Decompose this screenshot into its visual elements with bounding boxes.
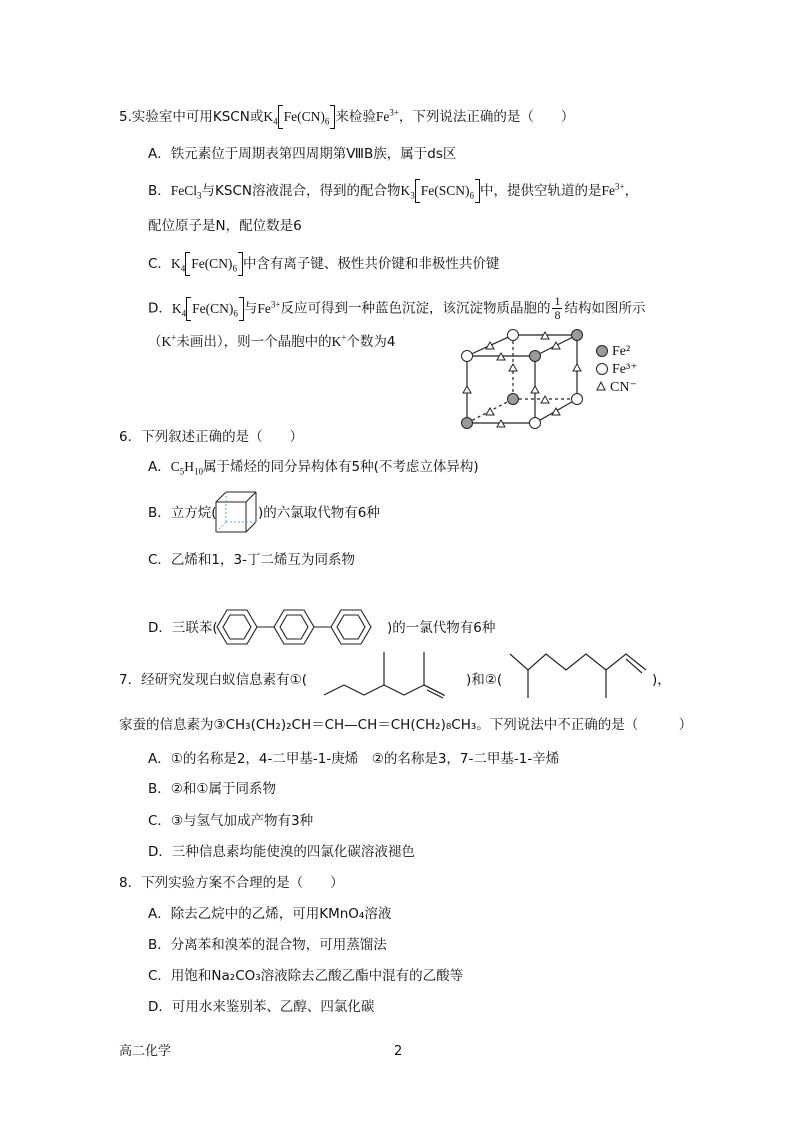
- q7-option-c: C．③与氢气加成产物有3种: [148, 813, 314, 829]
- q7-option-d: D．三种信息素均能使溴的四氯化碳溶液褪色: [148, 844, 415, 860]
- q6-option-b-suffix: )的六氯取代物有6种: [258, 505, 380, 521]
- q8-option-c: C．用饱和Na₂CO₃溶液除去乙酸乙酯中混有的乙酸等: [148, 968, 464, 984]
- white-circle-icon: [596, 363, 608, 375]
- q5-option-a: A．铁元素位于周期表第四周期第ⅧB族，属于ds区: [148, 146, 457, 162]
- q6-stem: 6．下列叙述正确的是（ ）: [119, 429, 304, 445]
- footer-subject: 高二化学: [119, 1044, 172, 1059]
- q6-option-d-suffix: )的一氯代物有6种: [387, 620, 496, 636]
- q7-option-b: B．②和①属于同系物: [148, 781, 276, 797]
- pheromone-2-structure: [508, 652, 648, 702]
- crystal-legend: [596, 342, 638, 396]
- q6-option-b-prefix: B．立方烷(: [148, 505, 217, 521]
- q5-option-b: B．FeCl$_3$与KSCN溶液混合，得到的配合物$K_3$ $Fe(SCN)_6$ 中，提供空轨道的是$Fe^{3+}$，: [148, 181, 639, 201]
- pheromone-1-structure: [322, 650, 462, 710]
- legend-fe3: Fe³⁺: [596, 360, 638, 378]
- fraction: $\frac{1}{8}$: [554, 294, 561, 322]
- q7-stem-line2: 家蚕的信息素为③CH₃(CH₂)₂CH＝CH—CH＝CH(CH₂)₈CH₃。下列说法中不正确的是（ ）: [119, 717, 693, 733]
- q8-option-d: D．可用水来鉴别苯、乙醇、四氯化碳: [148, 999, 375, 1015]
- legend-fe2: Fe²: [596, 342, 638, 360]
- q5-option-d: D．$K_4$ $Fe(CN)_6$ 与$Fe^{3+}$反应可得到一种蓝色沉淀，该沉淀物质晶胞的 $\frac{1}{8}$ 结构如图所示: [148, 294, 646, 322]
- q5-option-d-line2: （K+未画出），则一个晶胞中的K+个数为4: [148, 332, 396, 350]
- triangle-icon: [596, 378, 606, 396]
- footer-page-number: 2: [394, 1044, 403, 1059]
- q5-stem: 5.实验室中可用KSCN或$K_4$ $Fe(CN)_6$ 来检验$Fe^{3+}$，下列说法正确的是（ ）: [119, 107, 575, 127]
- q7-stem-end: )，: [652, 672, 671, 688]
- q7-stem-prefix: 7．经研究发现白蚁信息素有①(: [119, 672, 307, 688]
- q8-stem: 8．下列实验方案不合理的是（ ）: [119, 875, 344, 891]
- q7-option-a: A．①的名称是2，4-二甲基-1-庚烯 ②的名称是3，7-二甲基-1-辛烯: [148, 751, 560, 767]
- terphenyl-structure: [213, 606, 383, 648]
- bracket: $Fe(CN)_6$: [185, 255, 243, 273]
- bracket: $Fe(CN)_6$: [278, 108, 336, 126]
- q6-option-d-prefix: D．三联苯(: [148, 620, 218, 636]
- q5-option-c: C．$K_4$ $Fe(CN)_6$ 中含有离子键、极性共价键和非极性共价键: [148, 256, 500, 274]
- crystal-cell-figure: [465, 333, 595, 423]
- bracket: $Fe(SCN)_6$: [415, 182, 480, 200]
- cubane-structure: [214, 490, 258, 534]
- legend-cn: CN⁻: [596, 378, 638, 396]
- q8-option-b: B．分离苯和溴苯的混合物，可用蒸馏法: [148, 937, 387, 953]
- q5-option-b-line2: 配位原子是N，配位数是6: [148, 218, 302, 234]
- bracket: $Fe(CN)_6$: [186, 300, 244, 318]
- q8-option-a: A．除去乙烷中的乙烯，可用KMnO₄溶液: [148, 906, 392, 922]
- gray-circle-icon: [596, 345, 608, 357]
- q7-stem-middle: )和②(: [466, 672, 503, 688]
- q6-option-c: C．乙烯和1，3-丁二烯互为同系物: [148, 552, 355, 568]
- q6-option-a: A．$C_5H_{10}$属于烯烃的同分异构体有5种(不考虑立体异构): [148, 459, 479, 477]
